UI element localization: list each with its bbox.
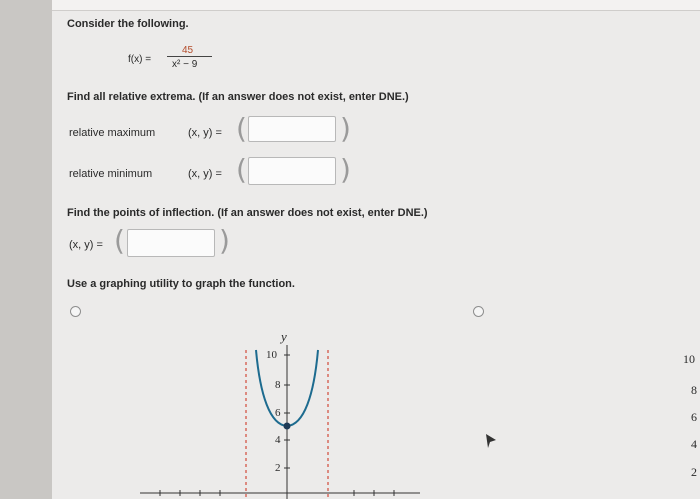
y-tick-label-4: 4: [275, 434, 281, 446]
y-tick-label-6: 6: [275, 407, 281, 419]
fraction-denominator: x² − 9: [172, 59, 198, 70]
fx-label: f(x) =: [128, 54, 152, 65]
consider-text: Consider the following.: [67, 18, 189, 30]
y-axis-label: y: [281, 329, 287, 344]
fraction-numerator: 45: [182, 45, 194, 56]
right-graph-tick-8: 8: [691, 383, 697, 397]
y-tick-label-2: 2: [275, 462, 281, 474]
rel-min-close-paren: ): [340, 153, 351, 186]
rel-min-xy-label: (x, y) =: [188, 168, 222, 180]
inflection-xy-label: (x, y) =: [69, 239, 103, 251]
rel-max-xy-label: (x, y) =: [188, 127, 222, 139]
rel-min-label: relative minimum: [69, 168, 153, 180]
inflection-open-paren: (: [114, 224, 125, 257]
rel-max-open-paren: (: [236, 112, 247, 145]
extrema-prompt: Find all relative extrema. (If an answer does not exist, enter DNE.): [67, 91, 409, 103]
y-tick-label-10: 10: [266, 349, 277, 361]
inflection-prompt: Find the points of inflection. (If an answer does not exist, enter DNE.): [67, 207, 428, 219]
y-tick-label-8: 8: [275, 379, 281, 391]
graph-prompt: Use a graphing utility to graph the function.: [67, 278, 295, 290]
right-graph-tick-10: 10: [683, 352, 695, 366]
rel-min-open-paren: (: [236, 153, 247, 186]
inflection-close-paren: ): [219, 224, 230, 257]
right-graph-tick-2: 2: [691, 465, 697, 479]
rel-max-label: relative maximum: [69, 127, 156, 139]
right-graph-tick-4: 4: [691, 437, 697, 451]
mouse-cursor-icon: [486, 434, 496, 448]
right-graph-tick-6: 6: [691, 410, 697, 424]
minimum-point: [284, 423, 291, 430]
rel-max-close-paren: ): [340, 112, 351, 145]
